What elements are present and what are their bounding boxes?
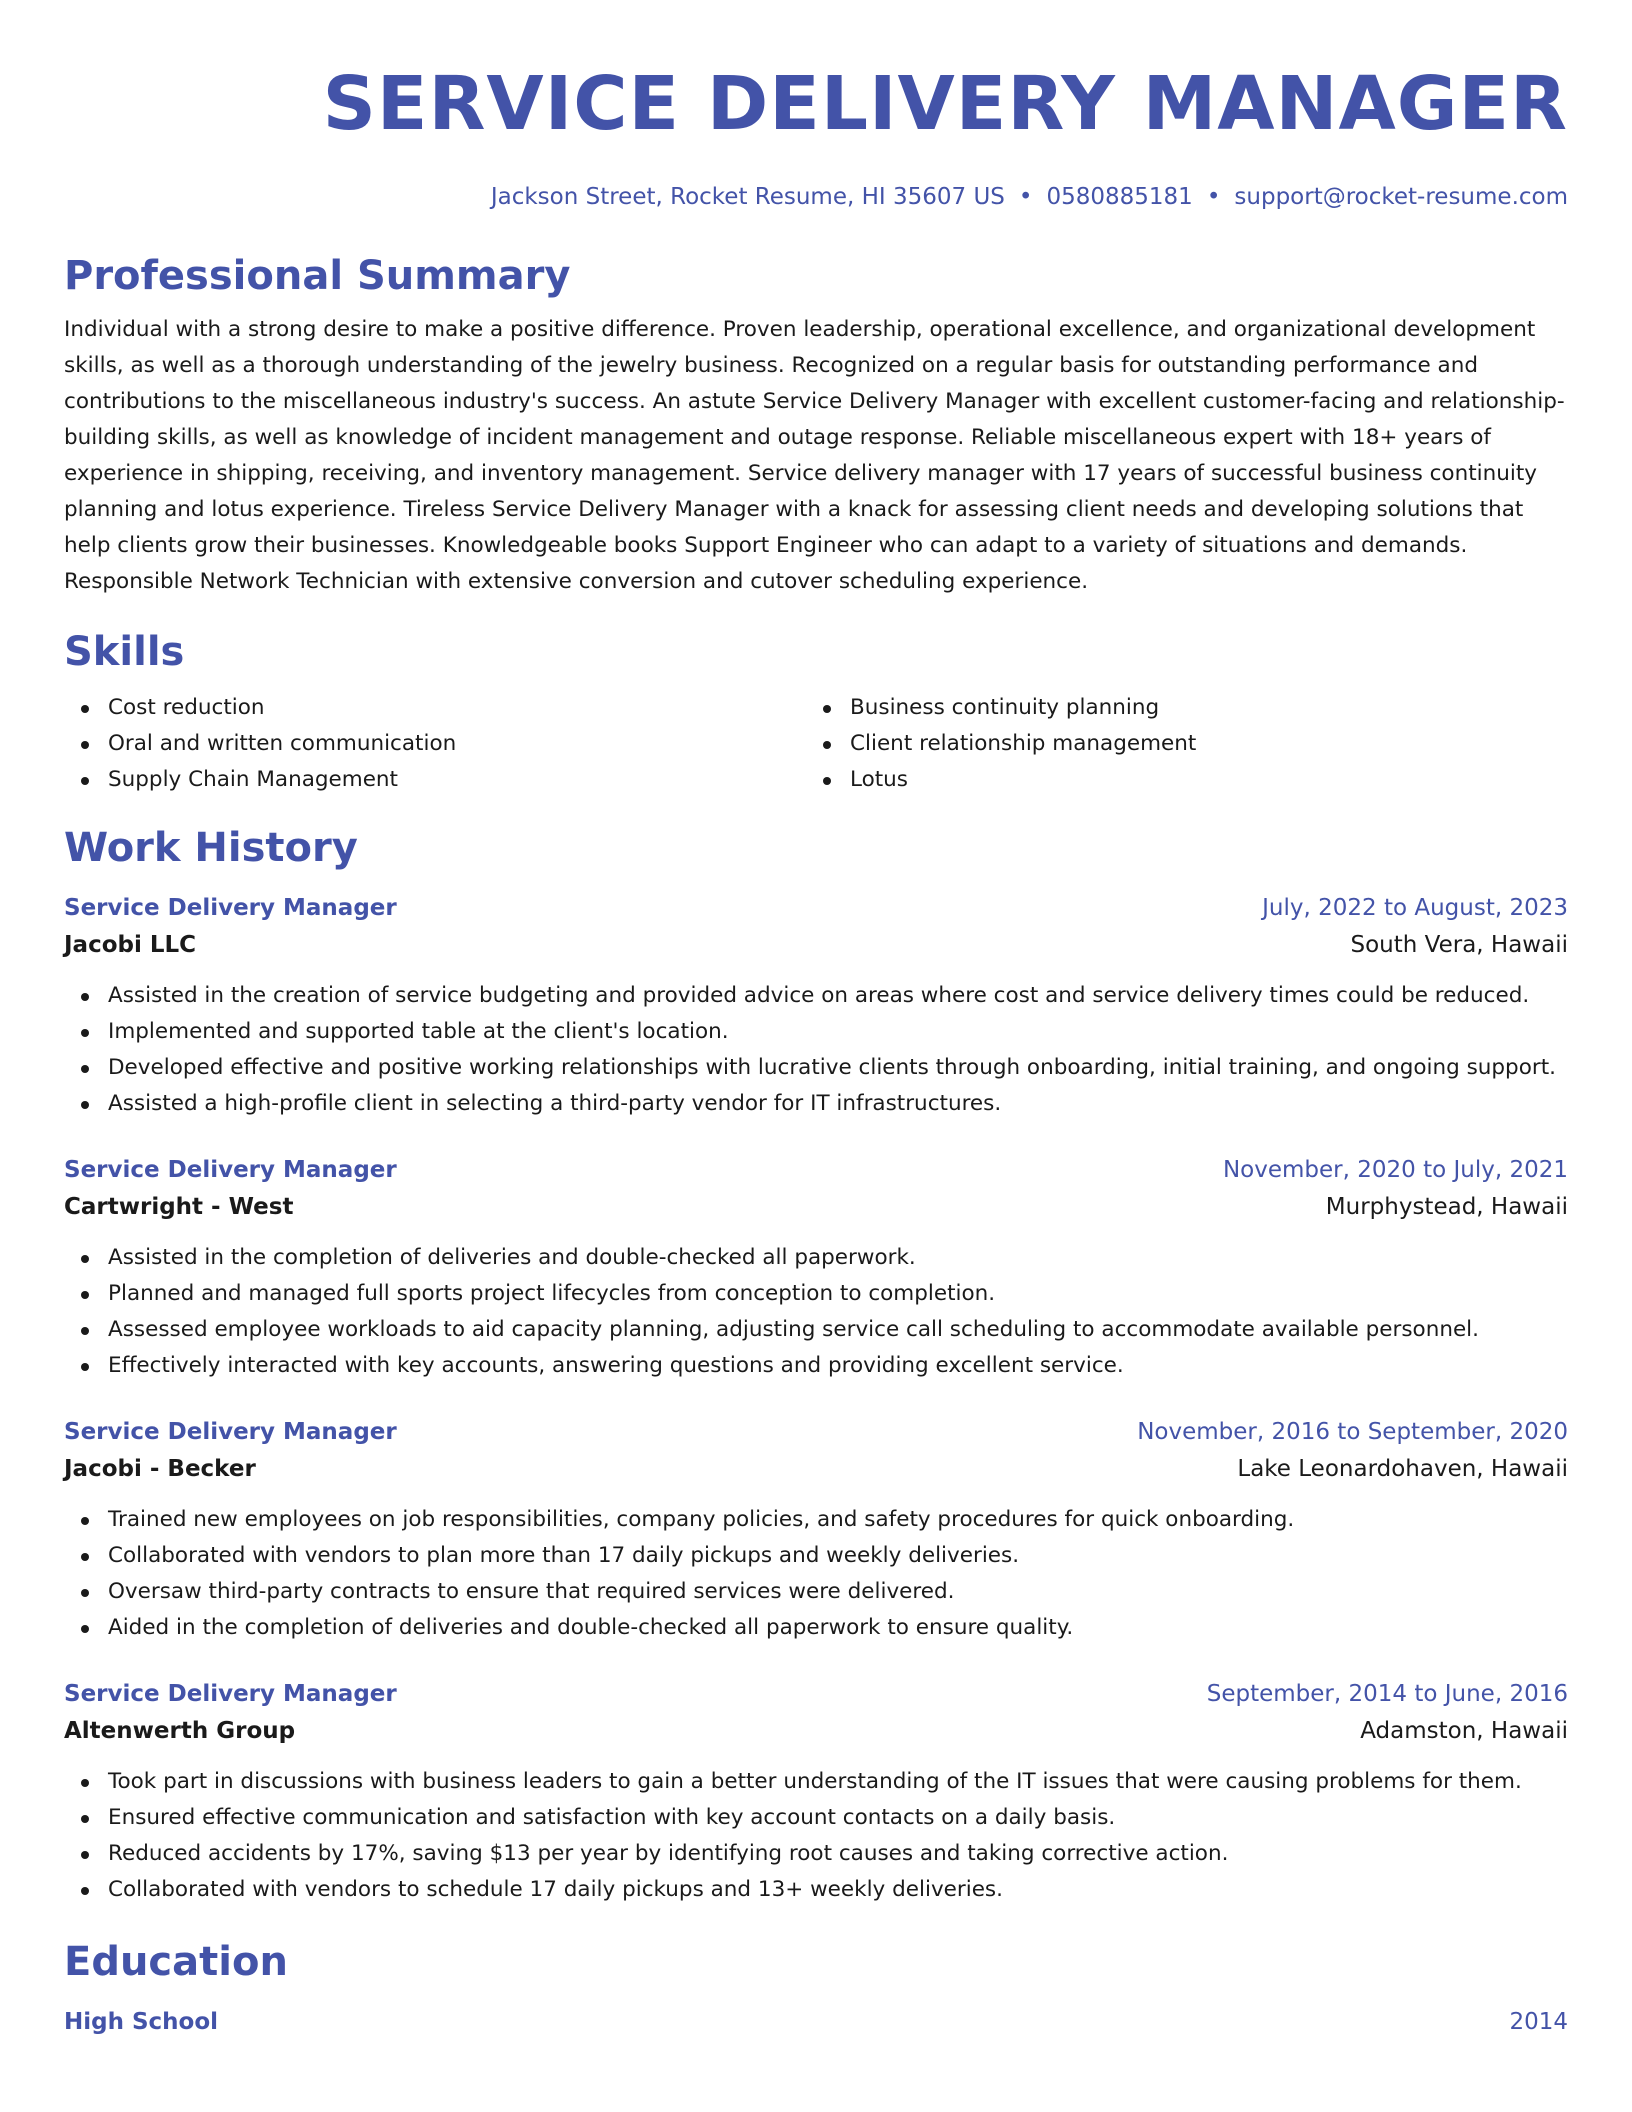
job-bullet: Oversaw third-party contracts to ensure that required services were delivered. [64,1574,1568,1610]
skill-item: Business continuity planning [806,690,1548,726]
job-bullets [64,1240,1568,1384]
job-title: Service Delivery Manager [64,1157,397,1183]
contact-phone: 0580885181 [1046,184,1193,210]
job-bullet: Assessed employee workloads to aid capacity planning, adjusting service call scheduling to accommodate available personnel. [64,1312,1568,1348]
job-bullet: Took part in discussions with business leaders to gain a better understanding of the IT issues that were causing problems for them. [64,1764,1568,1800]
job-location: Lake Leonardohaven, Hawaii [1237,1456,1568,1482]
job-location: South Vera, Hawaii [1350,932,1568,958]
job-dates: November, 2020 to July, 2021 [1222,1157,1568,1183]
resume-name: SERVICE DELIVERY MANAGER [322,61,1568,147]
skills-column-left [64,690,806,798]
job-bullet: Assisted in the completion of deliveries and double-checked all paperwork. [64,1240,1568,1276]
section-title-work-history: Work History [64,825,358,871]
job-bullet: Planned and managed full sports project lifecycles from conception to completion. [64,1276,1568,1312]
education-degree: High School [64,2009,219,2035]
job-dates: September, 2014 to June, 2016 [1206,1681,1568,1707]
job-bullet: Collaborated with vendors to schedule 17 daily pickups and 13+ weekly deliveries. [64,1872,1568,1908]
job-entry [64,1676,1568,1908]
education-entry [64,2004,1568,2040]
contact-email[interactable]: support@rocket-resume.com [1234,184,1568,210]
job-bullet: Reduced accidents by 17%, saving $13 per year by identifying root causes and taking corrective action. [64,1836,1568,1872]
job-dates: July, 2022 to August, 2023 [1262,895,1568,921]
contact-address: Jackson Street, Rocket Resume, HI 35607 US [490,184,1005,210]
job-bullets [64,978,1568,1122]
job-entry [64,1414,1568,1646]
job-title: Service Delivery Manager [64,895,397,921]
job-bullet: Assisted in the creation of service budgeting and provided advice on areas where cost and service delivery times could be reduced. [64,978,1568,1014]
skill-item: Oral and written communication [64,726,806,762]
job-bullet: Ensured effective communication and satisfaction with key account contacts on a daily basis. [64,1800,1568,1836]
job-dates: November, 2016 to September, 2020 [1137,1419,1568,1445]
job-company: Altenwerth Group [64,1718,296,1744]
job-bullet: Implemented and supported table at the client's location. [64,1014,1568,1050]
job-bullet: Collaborated with vendors to plan more than 17 daily pickups and weekly deliveries. [64,1538,1568,1574]
education-year: 2014 [1509,2009,1568,2035]
job-bullets [64,1764,1568,1908]
job-location: Adamston, Hawaii [1360,1718,1568,1744]
job-bullet: Trained new employees on job responsibilities, company policies, and safety procedures for quick onboarding. [64,1502,1568,1538]
job-company: Jacobi LLC [64,932,197,958]
job-bullet: Effectively interacted with key accounts, answering questions and providing excellent service. [64,1348,1568,1384]
job-bullets [64,1502,1568,1646]
section-title-summary: Professional Summary [64,253,571,299]
skill-item: Lotus [806,762,1548,798]
job-bullet: Assisted a high-profile client in selecting a third-party vendor for IT infrastructures. [64,1086,1568,1122]
summary-text: Individual with a strong desire to make a positive difference. Proven leadership, operational excellence, and organizational development skills, as well as a thorough understanding of the jewelry business. Recognized on a regular basis for outstanding performance and contributions to the miscellaneous industry's success. An astute Service Delivery Manager with excellent customer-facing and relationship-building skills, as well as knowledge of incident management and outage response. Reliable miscellaneous expert with 18+ years of experience in shipping, receiving, and inventory management. Service delivery manager with 17 years of successful business continuity planning and lotus experience. Tireless Service Delivery Manager with a knack for assessing client needs and developing solutions that help clients grow their businesses. Knowledgeable books Support Engineer who can adapt to a variety of situations and demands. Responsible Network Technician with extensive conversion and cutover scheduling experience. [64,317,1565,594]
contact-separator: • [1018,184,1033,210]
job-bullet: Aided in the completion of deliveries and double-checked all paperwork to ensure quality. [64,1610,1568,1646]
section-title-skills: Skills [64,629,185,675]
job-entry [64,890,1568,1122]
skills-column-right [806,690,1548,798]
job-bullet: Developed effective and positive working relationships with lucrative clients through onboarding, initial training, and ongoing support. [64,1050,1568,1086]
job-location: Murphystead, Hawaii [1325,1194,1568,1220]
job-title: Service Delivery Manager [64,1419,397,1445]
skills-list [64,690,1568,798]
job-title: Service Delivery Manager [64,1681,397,1707]
job-entry [64,1152,1568,1384]
skill-item: Client relationship management [806,726,1548,762]
contact-line [64,182,1568,212]
job-company: Jacobi - Becker [64,1456,256,1482]
contact-separator: • [1206,184,1221,210]
section-title-education: Education [64,1939,288,1985]
skill-item: Cost reduction [64,690,806,726]
job-company: Cartwright - West [64,1194,294,1220]
skill-item: Supply Chain Management [64,762,806,798]
